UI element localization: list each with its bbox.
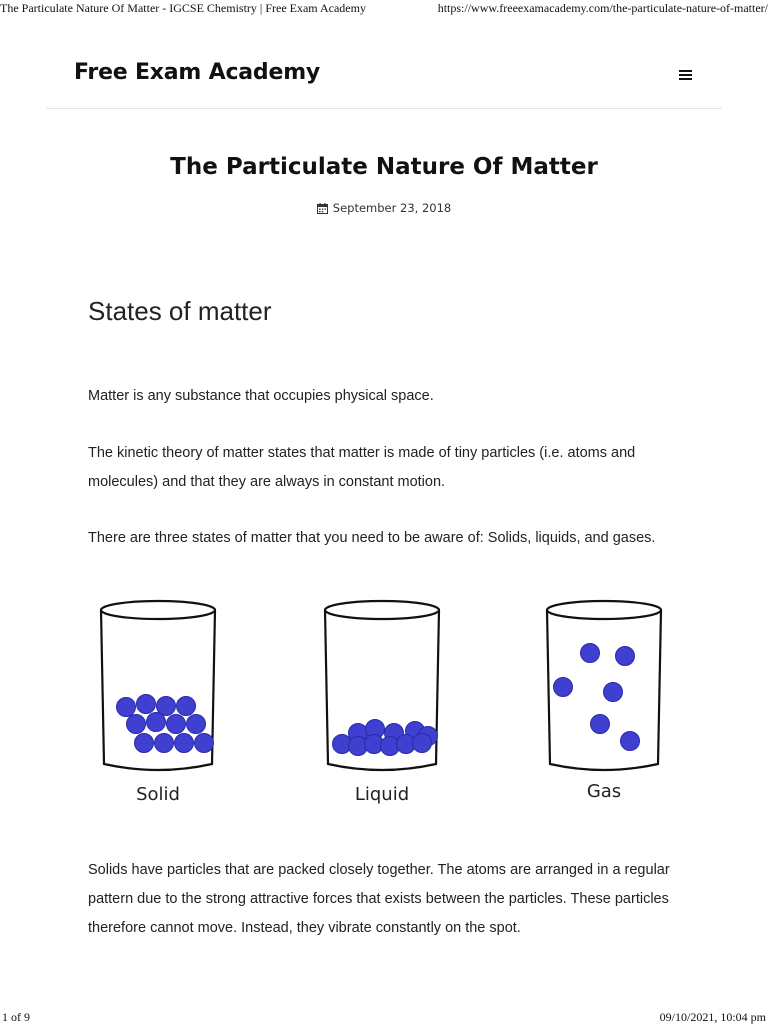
states-of-matter-figure [90,590,680,815]
solid-beaker-rim [101,601,215,619]
label-liquid: Liquid [354,784,410,805]
gas-particle [581,644,600,663]
liquid-particle [413,734,432,753]
solid-particle [175,734,194,753]
paragraph-solids: Solids have particles that are packed closely together. The atoms are arranged in a regular pattern due to the strong attractive forces that exists between the particles. These particles therefore cannot move. Instead, they vibrate constantly on the spot. [88,862,670,936]
solid-particle [187,715,206,734]
page-title: The Particulate Nature Of Matter [170,154,598,180]
print-header [0,0,768,18]
solid-particle [147,713,166,732]
gas-particle [616,647,635,666]
gas-particle [621,732,640,751]
paragraph-three-states: There are three states of matter that you need to be aware of: Solids, liquids, and gases. [88,530,656,546]
solid-particle [167,715,186,734]
label-solid: Solid [136,784,180,805]
site-title-link[interactable]: Free Exam Academy [74,60,321,85]
gas-particle [604,683,623,702]
print-header-url: https://www.freeexamacademy.com/the-particulate-nature-of-matter/ [437,1,768,15]
states-of-matter-diagram [90,590,680,815]
site-header [46,40,722,109]
solid-particle [137,695,156,714]
print-date: 09/10/2021, 10:04 pm [659,1010,766,1024]
section-heading: States of matter [88,296,272,326]
paragraph-matter-definition: Matter is any substance that occupies physical space. [88,388,434,404]
gas-beaker-rim [547,601,661,619]
label-gas: Gas [586,781,622,802]
post-date-text: September 23, 2018 [332,201,452,215]
solid-particle [127,715,146,734]
page-number: 1 of 9 [2,1010,30,1024]
paragraph-kinetic-theory: The kinetic theory of matter states that matter is made of tiny particles (i.e. atoms and molecules) and that they are always in constant motion. [88,445,636,490]
gas-particle [554,678,573,697]
gas-particle [591,715,610,734]
print-footer [0,1008,768,1024]
liquid-beaker-rim [325,601,439,619]
calendar-icon [317,203,328,214]
post-date [0,201,768,215]
solid-particle [177,697,196,716]
solid-particle [155,734,174,753]
solid-particle [135,734,154,753]
solid-particle [195,734,214,753]
hamburger-menu-icon[interactable] [679,70,692,82]
print-header-title: The Particulate Nature Of Matter - IGCSE Chemistry | Free Exam Academy [0,1,366,15]
solid-particle [117,698,136,717]
